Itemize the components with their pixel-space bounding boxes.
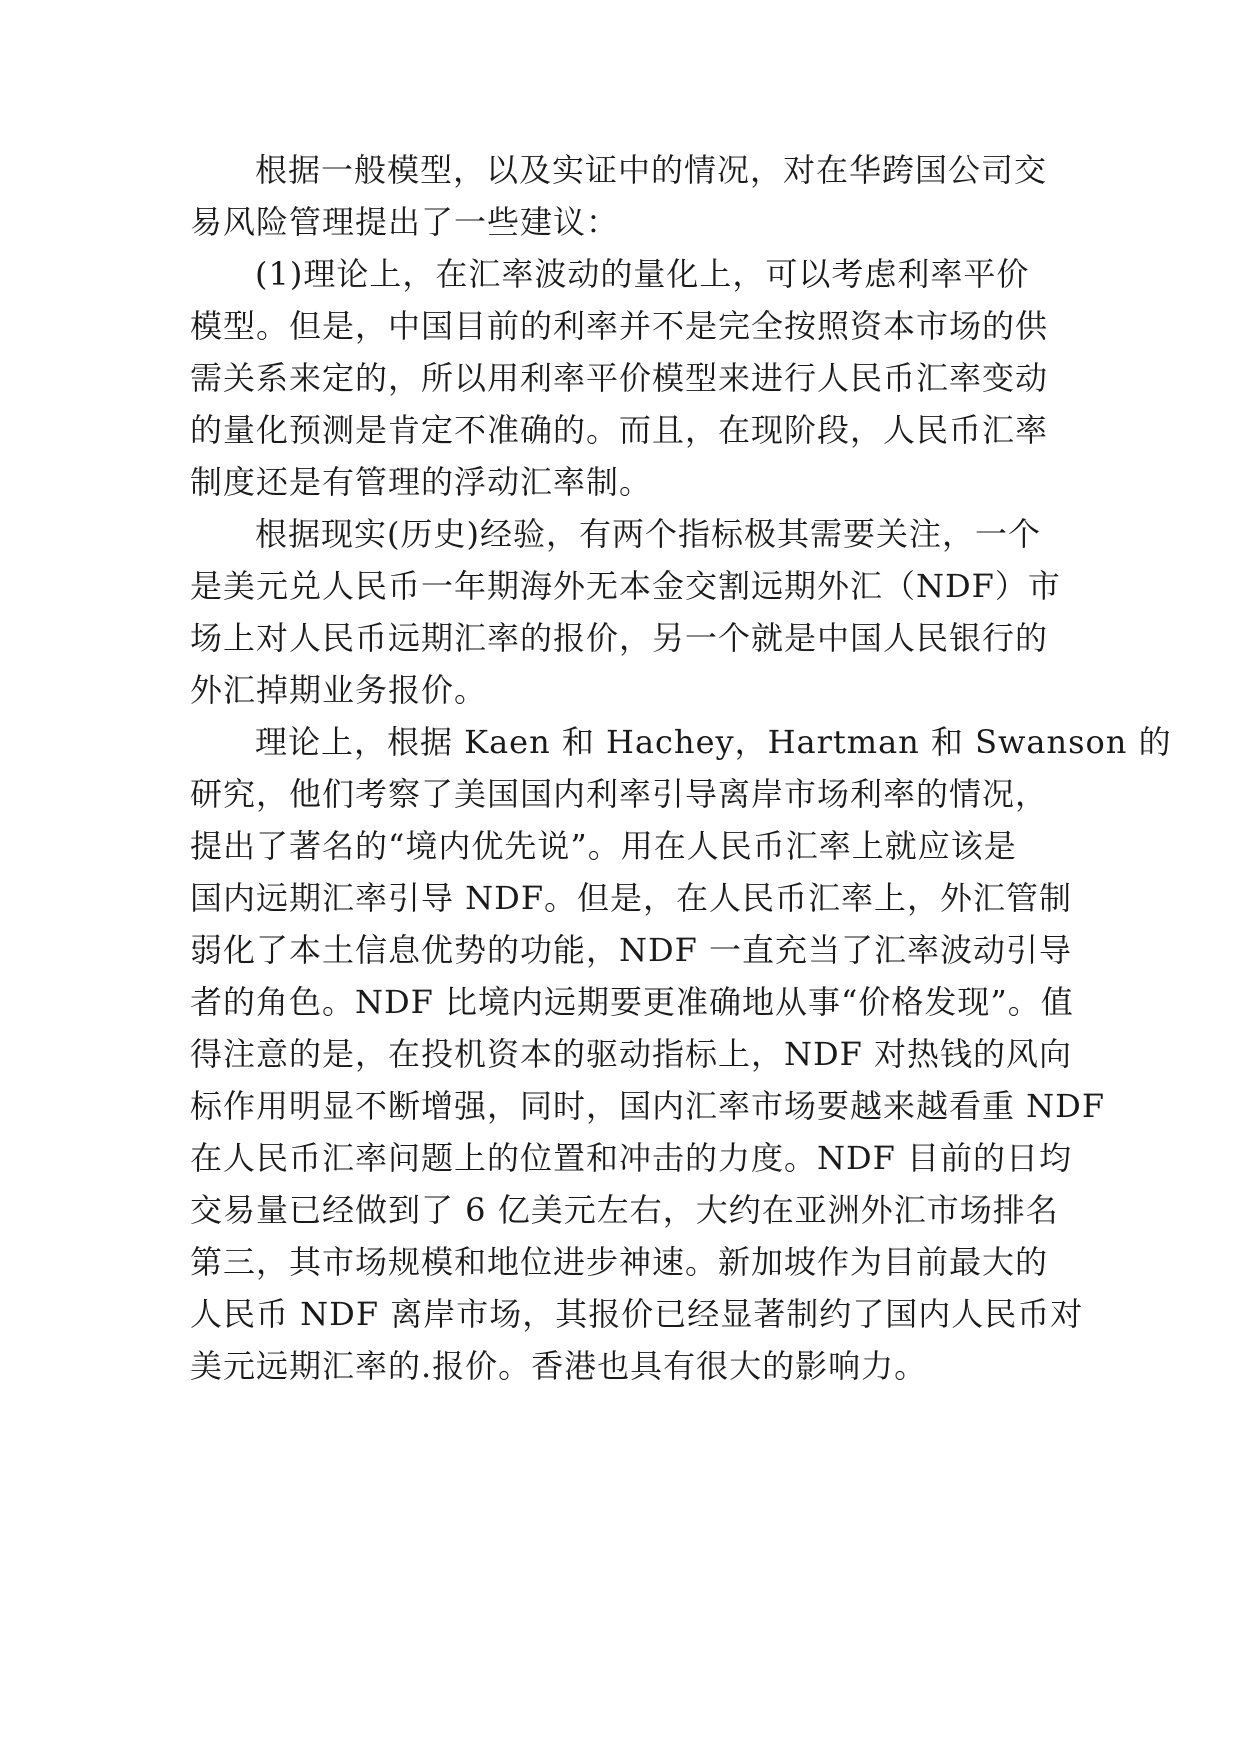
paragraph-2-line-3: 需关系来定的，所以用利率平价模型来进行人民币汇率变动 [190, 359, 1049, 397]
paragraph-1-line-2: 易风险管理提出了一些建议： [190, 203, 620, 241]
paragraph-4-line-4: 国内远期汇率引导 NDF。但是，在人民币汇率上，外汇管制 [190, 879, 1073, 917]
paragraph-4-line-6: 者的角色。NDF 比境内远期要更准确地从事“价格发现”。值 [190, 983, 1074, 1021]
paragraph-4-line-13: 美元远期汇率的.报价。香港也具有很大的影响力。 [190, 1347, 928, 1385]
paragraph-4-line-9: 在人民币汇率问题上的位置和冲击的力度。NDF 目前的日均 [190, 1139, 1073, 1177]
paragraph-4-line-3: 提出了著名的“境内优先说”。用在人民币汇率上就应该是 [190, 827, 1017, 865]
paragraph-2-line-1: (1)理论上，在汇率波动的量化上，可以考虑利率平价 [255, 255, 1030, 293]
paragraph-1-line-1: 根据一般模型，以及实证中的情况，对在华跨国公司交 [255, 151, 1048, 189]
paragraph-3-line-2: 是美元兑人民币一年期海外无本金交割远期外汇（NDF）市 [190, 567, 1061, 605]
paragraph-2-line-4: 的量化预测是肯定不准确的。而且，在现阶段，人民币汇率 [190, 411, 1049, 449]
paragraph-4-line-2: 研究，他们考察了美国国内利率引导离岸市场利率的情况， [190, 775, 1049, 813]
paragraph-3-line-1: 根据现实(历史)经验，有两个指标极其需要关注，一个 [255, 515, 1041, 553]
paragraph-3-line-4: 外汇掉期业务报价。 [190, 671, 488, 709]
paragraph-2-line-2: 模型。但是，中国目前的利率并不是完全按照资本市场的供 [190, 307, 1049, 345]
paragraph-4-line-7: 得注意的是，在投机资本的驱动指标上，NDF 对热钱的风向 [190, 1035, 1073, 1073]
paragraph-4-line-12: 人民币 NDF 离岸市场，其报价已经显著制约了国内人民币对 [190, 1295, 1084, 1333]
paragraph-4-line-5: 弱化了本土信息优势的功能，NDF 一直充当了汇率波动引导 [190, 931, 1073, 969]
paragraph-4-line-1: 理论上，根据 Kaen 和 Hachey，Hartman 和 Swanson 的 [255, 723, 1172, 761]
paragraph-4-line-11: 第三，其市场规模和地位进步神速。新加坡作为目前最大的 [190, 1243, 1049, 1281]
paragraph-4-line-10: 交易量已经做到了 6 亿美元左右，大约在亚洲外汇市场排名 [190, 1191, 1059, 1229]
paragraph-2-line-5: 制度还是有管理的浮动汇率制。 [190, 463, 653, 501]
paragraph-4-line-8: 标作用明显不断增强，同时，国内汇率市场要越来越看重 NDF [190, 1087, 1106, 1125]
paragraph-3-line-3: 场上对人民币远期汇率的报价，另一个就是中国人民银行的 [190, 619, 1049, 657]
